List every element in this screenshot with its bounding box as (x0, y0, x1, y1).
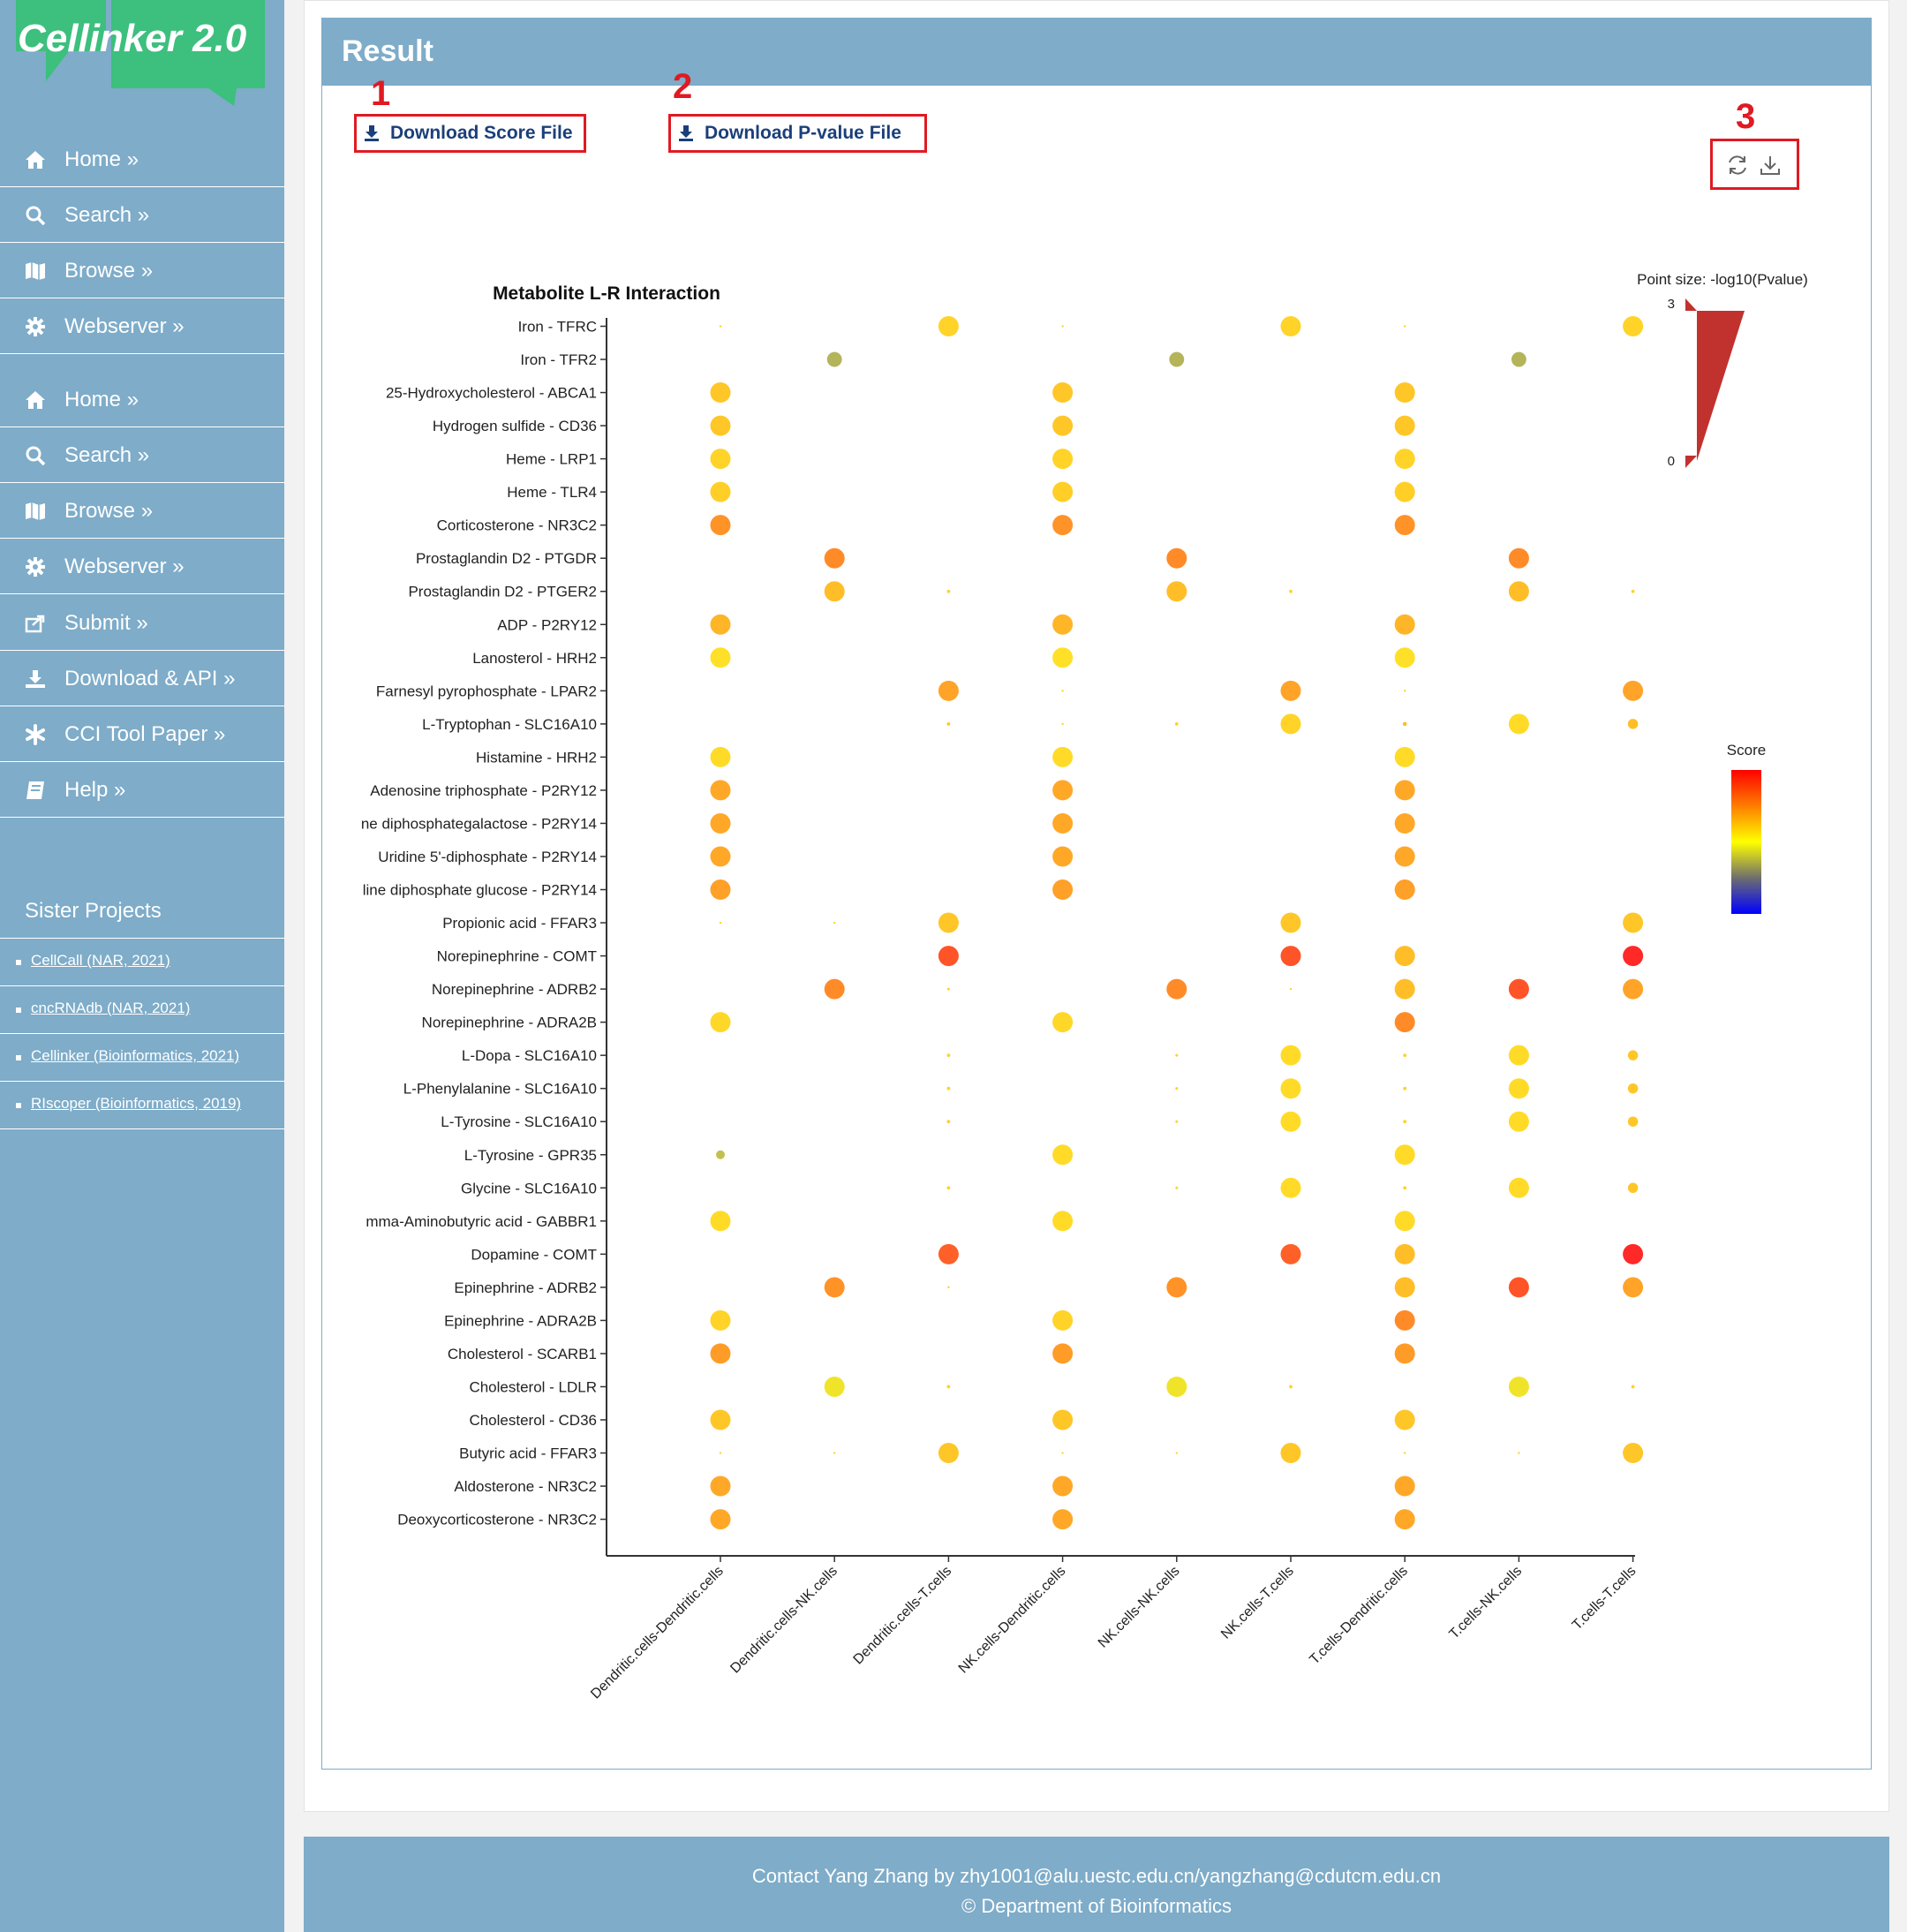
data-point[interactable] (1403, 1053, 1406, 1057)
data-point[interactable] (1509, 1178, 1529, 1198)
footer-contact: Contact Yang Zhang by zhy1001@alu.uestc.edu.cn/yangzhang@cdutcm.edu.cn (751, 1865, 1442, 1887)
x-tick-label: Dendritic.cells-NK.cells (727, 1563, 841, 1677)
data-point[interactable] (1623, 913, 1643, 933)
y-tick-label: Heme - TLR4 (507, 484, 597, 502)
sister-project-item (0, 986, 284, 1034)
data-point[interactable] (1175, 1121, 1178, 1123)
y-tick-label: Cholesterol - SCARB1 (447, 1345, 597, 1362)
y-tick-label: Iron - TFR2 (520, 351, 597, 369)
data-point[interactable] (1395, 813, 1415, 834)
gear-icon (25, 556, 46, 577)
panel-header (322, 19, 1871, 86)
x-tick-label: NK.cells-T.cells (1218, 1563, 1297, 1642)
data-point[interactable] (711, 1012, 731, 1032)
y-tick-label: L-Phenylalanine - SLC16A10 (403, 1080, 597, 1098)
x-axis (588, 1556, 1639, 1702)
y-tick-label: Histamine - HRH2 (476, 749, 597, 766)
y-tick-label: L-Tyrosine - SLC16A10 (441, 1113, 597, 1131)
data-point[interactable] (1623, 1443, 1643, 1463)
data-point[interactable] (946, 1120, 950, 1123)
search-icon (25, 205, 46, 226)
data-point[interactable] (1061, 723, 1063, 725)
footer (304, 1837, 1889, 1932)
data-point[interactable] (1166, 581, 1187, 601)
data-point[interactable] (1628, 1183, 1639, 1194)
refresh-icon[interactable] (1726, 154, 1749, 177)
sidebar-item-download-api[interactable] (0, 652, 284, 706)
data-point[interactable] (711, 1343, 731, 1363)
x-tick-label: T.cells-Dendritic.cells (1307, 1563, 1412, 1668)
data-point[interactable] (938, 1443, 959, 1463)
sidebar (0, 0, 284, 1932)
data-point[interactable] (1404, 325, 1406, 327)
data-point[interactable] (1052, 1476, 1073, 1497)
data-point[interactable] (1281, 946, 1301, 966)
download-icon (25, 669, 46, 689)
book-icon (25, 781, 46, 800)
data-point[interactable] (1395, 1144, 1415, 1165)
data-point[interactable] (1403, 1087, 1406, 1091)
size-legend-triangle (1697, 311, 1745, 461)
data-point[interactable] (1395, 946, 1415, 966)
y-tick-label: L-Dopa - SLC16A10 (461, 1047, 597, 1065)
chart-title: Metabolite L-R Interaction (493, 283, 720, 304)
data-point[interactable] (825, 979, 845, 1000)
data-point[interactable] (1403, 1120, 1406, 1123)
data-point[interactable] (833, 1452, 835, 1453)
sister-project-link[interactable]: CellCall (NAR, 2021) (31, 952, 170, 969)
data-point[interactable] (1052, 515, 1073, 535)
data-point[interactable] (1052, 1509, 1073, 1529)
data-point[interactable] (1518, 1452, 1519, 1453)
data-point[interactable] (1395, 780, 1415, 800)
data-point[interactable] (1166, 1377, 1187, 1397)
save-image-icon[interactable] (1759, 154, 1782, 177)
data-point[interactable] (938, 316, 959, 336)
search-icon (25, 445, 46, 466)
map-icon (25, 261, 46, 281)
y-tick-label: L-Tryptophan - SLC16A10 (422, 715, 597, 733)
data-point[interactable] (1404, 1452, 1406, 1453)
sister-project-link[interactable]: RIscoper (Bioinformatics, 2019) (31, 1095, 242, 1112)
data-point[interactable] (1509, 1078, 1529, 1098)
data-point[interactable] (1395, 382, 1415, 403)
data-point[interactable] (1166, 979, 1187, 1000)
data-point[interactable] (1281, 1244, 1301, 1264)
data-point[interactable] (947, 1287, 949, 1288)
data-point[interactable] (1052, 1409, 1073, 1430)
data-point[interactable] (1623, 316, 1643, 336)
data-point[interactable] (1404, 690, 1406, 691)
y-tick-label: Heme - LRP1 (506, 450, 597, 468)
data-point[interactable] (711, 416, 731, 436)
download-icon (364, 125, 380, 142)
logo-text: Cellinker 2.0 (18, 17, 247, 60)
data-point[interactable] (720, 1452, 721, 1453)
data-point[interactable] (1289, 590, 1293, 593)
y-tick-label: Prostaglandin D2 - PTGER2 (408, 583, 597, 600)
data-point[interactable] (946, 590, 950, 593)
x-tick-label: T.cells-NK.cells (1446, 1563, 1526, 1642)
data-point[interactable] (1052, 780, 1073, 800)
data-point[interactable] (1175, 722, 1179, 726)
sister-project-link[interactable]: cncRNAdb (NAR, 2021) (31, 1000, 191, 1016)
data-point[interactable] (947, 988, 950, 991)
download-score-label: Download Score File (390, 123, 573, 143)
y-tick-label: Adenosine triphosphate - P2RY12 (370, 781, 597, 799)
data-point[interactable] (1509, 713, 1529, 734)
footer-copyright: © Department of Bioinformatics (961, 1895, 1232, 1917)
size-legend-title: Point size: -log10(Pvalue) (1637, 271, 1808, 288)
data-point[interactable] (1175, 1054, 1178, 1057)
y-tick-label: ne diphosphategalactose - P2RY14 (360, 815, 597, 833)
y-tick-label: Corticosterone - NR3C2 (436, 517, 597, 534)
data-point[interactable] (1166, 1277, 1187, 1297)
sidebar-item-label: CCI Tool Paper » (64, 721, 226, 746)
data-point[interactable] (938, 1244, 959, 1264)
download-pvalue-file-button[interactable] (668, 114, 927, 153)
sidebar-item-cci-tool-paper[interactable] (0, 707, 284, 762)
data-point[interactable] (711, 449, 731, 469)
data-point[interactable] (1395, 979, 1415, 1000)
data-point[interactable] (938, 946, 959, 966)
logo[interactable] (0, 0, 284, 110)
x-tick-label: Dendritic.cells-T.cells (850, 1563, 955, 1668)
data-point[interactable] (1281, 681, 1301, 701)
annotation-mark-1: 1 (371, 74, 391, 113)
y-tick-label: Hydrogen sulfide - CD36 (432, 418, 597, 435)
download-pvalue-label: Download P-value File (705, 123, 901, 143)
data-point[interactable] (1281, 316, 1301, 336)
data-point[interactable] (1052, 482, 1073, 502)
x-tick-label: NK.cells-NK.cells (1095, 1563, 1183, 1651)
sister-project-item (0, 1034, 284, 1082)
data-point[interactable] (711, 647, 731, 668)
data-point[interactable] (1395, 1211, 1415, 1231)
data-point[interactable] (1632, 590, 1635, 593)
x-tick-label: T.cells-T.cells (1569, 1563, 1639, 1634)
y-tick-label: Dopamine - COMT (471, 1246, 597, 1264)
data-point[interactable] (1395, 1012, 1415, 1032)
size-legend-min: 0 (1667, 454, 1675, 469)
data-point[interactable] (711, 1509, 731, 1529)
data-point[interactable] (1403, 1186, 1406, 1189)
data-point[interactable] (711, 780, 731, 800)
data-point[interactable] (1176, 1452, 1178, 1453)
sidebar-item-label: Browse » (64, 258, 154, 283)
y-tick-label: Butyric acid - FFAR3 (459, 1445, 597, 1462)
data-point[interactable] (1166, 548, 1187, 569)
data-point[interactable] (946, 1385, 950, 1389)
data-point[interactable] (1628, 1116, 1639, 1127)
size-legend-max: 3 (1667, 297, 1675, 312)
data-point[interactable] (1061, 1452, 1063, 1453)
data-point[interactable] (1281, 913, 1301, 933)
download-score-file-button[interactable] (354, 114, 586, 153)
data-point[interactable] (1052, 1343, 1073, 1363)
data-point[interactable] (1052, 846, 1073, 866)
data-point[interactable] (1052, 879, 1073, 900)
y-tick-label: Lanosterol - HRH2 (472, 649, 597, 667)
sidebar-item-label: Search » (64, 442, 150, 467)
x-tick-label: NK.cells-Dendritic.cells (955, 1563, 1069, 1677)
color-legend-bar (1731, 770, 1761, 914)
data-point[interactable] (711, 482, 731, 502)
y-tick-label: Norepinephrine - COMT (436, 947, 597, 965)
data-point[interactable] (711, 515, 731, 535)
data-point[interactable] (825, 548, 845, 569)
data-point[interactable] (1623, 946, 1643, 966)
data-point[interactable] (938, 681, 959, 701)
sidebar-item-submit[interactable] (0, 596, 284, 651)
y-tick-label: Cholesterol - CD36 (469, 1411, 597, 1429)
y-axis (361, 319, 607, 1528)
y-tick-label: Uridine 5'-diphosphate - P2RY14 (378, 848, 597, 865)
data-point[interactable] (1395, 449, 1415, 469)
size-legend-handle-bottom (1685, 456, 1697, 468)
y-tick-label: Norepinephrine - ADRB2 (431, 981, 597, 999)
sister-projects-heading: Sister Projects (25, 899, 162, 923)
plot-points (711, 316, 1644, 1529)
data-point[interactable] (1623, 1244, 1643, 1264)
sidebar-item-label: Download & API » (64, 666, 236, 691)
data-point[interactable] (1052, 1144, 1073, 1165)
data-point[interactable] (1290, 988, 1292, 990)
y-tick-label: Farnesyl pyrophosphate - LPAR2 (375, 683, 597, 700)
data-point[interactable] (1175, 1187, 1178, 1189)
data-point[interactable] (1052, 747, 1073, 767)
data-point[interactable] (1628, 1050, 1639, 1060)
data-point[interactable] (1052, 647, 1073, 668)
data-point[interactable] (1395, 1509, 1415, 1529)
data-point[interactable] (1395, 615, 1415, 635)
sidebar-item-label: Home » (64, 147, 139, 171)
data-point[interactable] (1395, 1476, 1415, 1497)
data-point[interactable] (1395, 879, 1415, 900)
y-tick-label: Aldosterone - NR3C2 (454, 1478, 597, 1496)
sidebar-item-search[interactable] (0, 188, 284, 243)
sidebar-item-label: Help » (64, 777, 126, 802)
size-legend-handle-top (1685, 298, 1697, 311)
data-point[interactable] (711, 382, 731, 403)
bullet-icon (16, 1055, 21, 1060)
data-point[interactable] (1395, 1277, 1415, 1297)
sidebar-item-label: Webserver » (64, 554, 185, 578)
sidebar-item-webserver-2[interactable] (0, 540, 284, 594)
data-point[interactable] (1281, 1178, 1301, 1198)
y-tick-label: Norepinephrine - ADRA2B (421, 1014, 597, 1031)
data-point[interactable] (1281, 1045, 1301, 1066)
y-tick-label: Glycine - SLC16A10 (460, 1180, 597, 1197)
bullet-icon (16, 1008, 21, 1013)
data-point[interactable] (825, 1277, 845, 1297)
color-legend-title: Score (1726, 742, 1767, 758)
sidebar-item-label: Search » (64, 202, 150, 227)
data-point[interactable] (1052, 416, 1073, 436)
data-point[interactable] (1632, 1385, 1635, 1389)
annotation-mark-2: 2 (673, 67, 693, 106)
data-point[interactable] (1052, 1310, 1073, 1331)
data-point[interactable] (1509, 581, 1529, 601)
map-icon (25, 502, 46, 521)
sidebar-item-webserver[interactable] (0, 299, 284, 354)
bullet-icon (16, 960, 21, 965)
data-point[interactable] (1395, 482, 1415, 502)
share-icon (25, 614, 46, 633)
chart-toolbox (1710, 139, 1799, 190)
home-icon (25, 390, 46, 410)
data-point[interactable] (711, 1310, 731, 1331)
data-point[interactable] (833, 922, 835, 924)
data-point[interactable] (825, 1377, 845, 1397)
sidebar-item-home-2[interactable] (0, 373, 284, 427)
data-point[interactable] (1511, 352, 1526, 367)
data-point[interactable] (1281, 1443, 1301, 1463)
data-point[interactable] (1509, 1112, 1529, 1132)
data-point[interactable] (1509, 1045, 1529, 1066)
sidebar-item-search-2[interactable] (0, 428, 284, 483)
data-point[interactable] (1623, 979, 1643, 1000)
sister-project-item (0, 1082, 284, 1129)
sidebar-item-browse-2[interactable] (0, 484, 284, 539)
data-point[interactable] (1395, 515, 1415, 535)
data-point[interactable] (1395, 1244, 1415, 1264)
home-icon (25, 150, 46, 170)
sidebar-item-label: Submit » (64, 610, 148, 635)
y-tick-label: Cholesterol - LDLR (469, 1378, 597, 1396)
panel-title: Result (342, 34, 433, 68)
data-point[interactable] (1052, 813, 1073, 834)
data-point[interactable] (825, 581, 845, 601)
data-point[interactable] (1628, 719, 1639, 729)
y-tick-label: ADP - P2RY12 (497, 616, 597, 634)
sidebar-item-help[interactable] (0, 763, 284, 818)
y-tick-label: Iron - TFRC (517, 318, 597, 336)
sidebar-item-label: Home » (64, 387, 139, 411)
data-point[interactable] (711, 813, 731, 834)
sidebar-item-label: Webserver » (64, 313, 185, 338)
sidebar-item-home[interactable] (0, 132, 284, 187)
data-point[interactable] (1395, 1409, 1415, 1430)
sister-project-link[interactable]: Cellinker (Bioinformatics, 2021) (31, 1047, 240, 1064)
annotation-mark-3: 3 (1736, 97, 1756, 136)
data-point[interactable] (711, 879, 731, 900)
data-point[interactable] (720, 325, 721, 327)
y-tick-label: Prostaglandin D2 - PTGDR (415, 550, 597, 568)
data-point[interactable] (1169, 352, 1184, 367)
y-tick-label: line diphosphate glucose - P2RY14 (362, 881, 597, 899)
data-point[interactable] (711, 846, 731, 866)
data-point[interactable] (1395, 1343, 1415, 1363)
y-tick-label: Epinephrine - ADRA2B (444, 1312, 597, 1330)
data-point[interactable] (946, 722, 950, 726)
data-point[interactable] (1281, 1078, 1301, 1098)
data-point[interactable] (1052, 1012, 1073, 1032)
data-point[interactable] (711, 1211, 731, 1231)
data-point[interactable] (946, 1053, 950, 1057)
data-point[interactable] (1395, 416, 1415, 436)
data-point[interactable] (711, 1476, 731, 1497)
data-point[interactable] (1509, 1277, 1529, 1297)
data-point[interactable] (1281, 1112, 1301, 1132)
dotplot-chart (321, 256, 1872, 1757)
sister-project-item (0, 939, 284, 986)
data-point[interactable] (1052, 1211, 1073, 1231)
asterisk-icon (25, 724, 46, 745)
data-point[interactable] (1623, 1277, 1643, 1297)
data-point[interactable] (1061, 690, 1063, 691)
y-tick-label: Epinephrine - ADRB2 (454, 1279, 597, 1296)
data-point[interactable] (1623, 681, 1643, 701)
download-icon (678, 125, 694, 142)
x-tick-label: Dendritic.cells-Dendritic.cells (588, 1563, 727, 1702)
data-point[interactable] (946, 1186, 950, 1189)
sidebar-item-browse[interactable] (0, 244, 284, 298)
data-point[interactable] (1289, 1385, 1293, 1389)
data-point[interactable] (1281, 713, 1301, 734)
data-point[interactable] (716, 1151, 725, 1159)
data-point[interactable] (711, 1409, 731, 1430)
data-point[interactable] (1509, 979, 1529, 1000)
y-tick-label: Deoxycorticosterone - NR3C2 (397, 1511, 597, 1528)
data-point[interactable] (1628, 1083, 1639, 1094)
bullet-icon (16, 1103, 21, 1108)
y-tick-label: L-Tyrosine - GPR35 (464, 1146, 597, 1164)
data-point[interactable] (1395, 647, 1415, 668)
gear-icon (25, 316, 46, 337)
data-point[interactable] (1395, 1310, 1415, 1331)
data-point[interactable] (1403, 722, 1407, 727)
data-point[interactable] (711, 747, 731, 767)
data-point[interactable] (1395, 747, 1415, 767)
data-point[interactable] (1052, 449, 1073, 469)
data-point[interactable] (1509, 1377, 1529, 1397)
data-point[interactable] (1395, 846, 1415, 866)
data-point[interactable] (827, 352, 842, 367)
data-point[interactable] (711, 615, 731, 635)
y-tick-label: mma-Aminobutyric acid - GABBR1 (366, 1212, 597, 1230)
data-point[interactable] (1061, 325, 1063, 327)
data-point[interactable] (1052, 615, 1073, 635)
data-point[interactable] (946, 1087, 950, 1091)
data-point[interactable] (1175, 1087, 1178, 1090)
y-tick-label: 25-Hydroxycholesterol - ABCA1 (385, 384, 597, 402)
sidebar-item-label: Browse » (64, 498, 154, 523)
data-point[interactable] (938, 913, 959, 933)
data-point[interactable] (1052, 382, 1073, 403)
y-tick-label: Propionic acid - FFAR3 (442, 915, 597, 932)
data-point[interactable] (720, 922, 721, 924)
data-point[interactable] (1509, 548, 1529, 569)
